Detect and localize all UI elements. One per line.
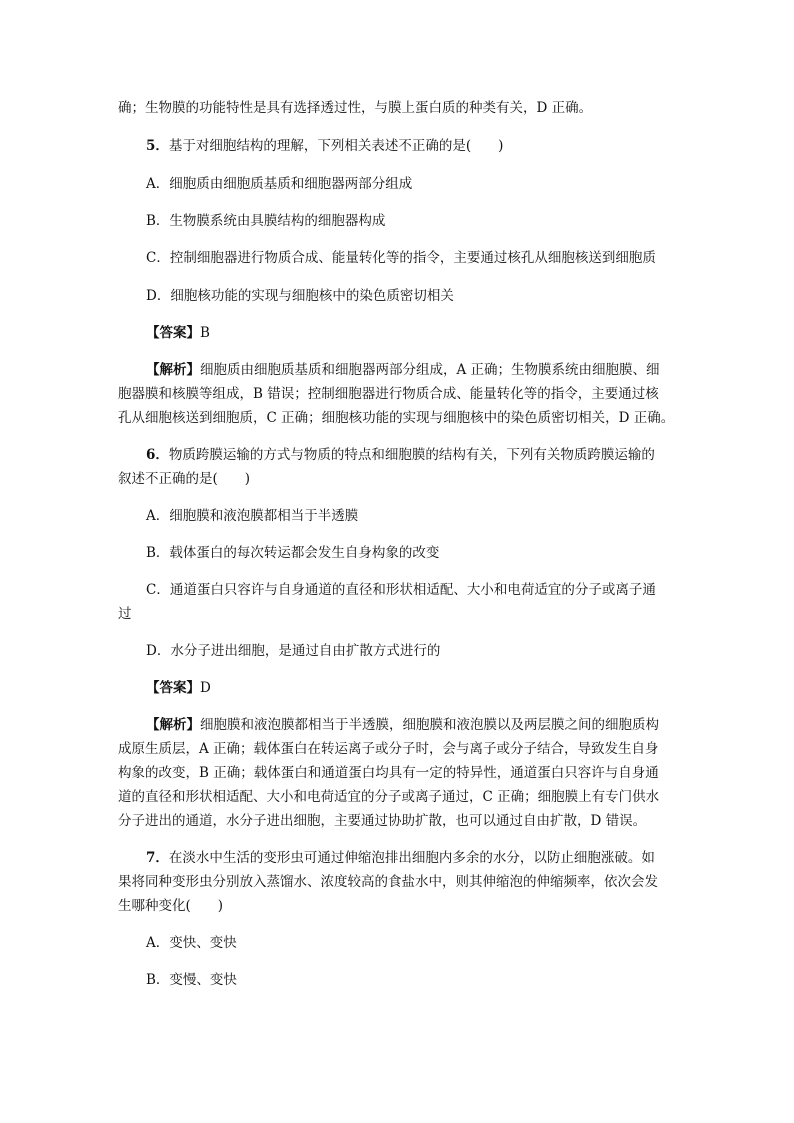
q6-option-a: A．细胞膜和液泡膜都相当于半透膜 <box>146 508 359 524</box>
q5-analysis-line-1 <box>146 360 660 380</box>
q6-option-c: C．通道蛋白只容许与自身通道的直径和形状相适配、大小和电荷适宜的分子或离子通 <box>146 582 656 598</box>
question-7-text-1: 在淡水中生活的变形虫可通过伸缩泡排出细胞内多余的水分，以防止细胞涨破。如 <box>168 850 655 866</box>
q6-analysis-line-5: 分子进出的通道，水分子进出细胞，主要通过协助扩散，也可以通过自由扩散，D 错误。 <box>118 813 647 829</box>
question-6-number: 6． <box>146 447 169 463</box>
q6-option-b: B．载体蛋白的每次转运都会发生自身构象的改变 <box>146 545 440 561</box>
q6-answer-value: D <box>200 680 211 696</box>
q6-option-d: D．水分子进出细胞，是通过自由扩散方式进行的 <box>146 643 441 659</box>
q5-option-a: A．细胞质由细胞质基质和细胞器两部分组成 <box>146 176 413 192</box>
q5-analysis-label: 【解析】 <box>146 362 200 378</box>
q6-option-c-continued: 过 <box>118 606 132 622</box>
q7-option-b: B．变慢、变快 <box>146 972 237 988</box>
question-5-stem <box>146 136 503 156</box>
question-7-stem-line-2: 果将同种变形虫分别放入蒸馏水、浓度较高的食盐水中，则其伸缩泡的伸缩频率，依次会发 <box>118 874 658 890</box>
q5-option-b: B．生物膜系统由具膜结构的细胞器构成 <box>146 213 386 229</box>
question-6-text-1: 物质跨膜运输的方式与物质的特点和细胞膜的结构有关，下列有关物质跨膜运输的 <box>168 447 655 463</box>
q6-answer <box>146 678 211 698</box>
q5-answer <box>146 323 210 343</box>
q6-analysis-line-2: 成原生质层，A 正确；载体蛋白在转运离子或分子时，会与离子或分子结合，导致发生自身 <box>118 741 659 757</box>
q5-analysis-line-3: 孔从细胞核送到细胞质，C 正确；细胞核功能的实现与细胞核中的染色质密切相关，D 正确。 <box>118 410 675 426</box>
question-7-stem-line-3: 生哪种变化( ) <box>118 898 224 914</box>
prev-analysis-tail: 确；生物膜的功能特性是具有选择透过性，与膜上蛋白质的种类有关，D 正确。 <box>118 100 593 116</box>
q5-answer-label: 【答案】 <box>146 325 200 341</box>
question-7-stem-line-1 <box>146 848 655 868</box>
q5-option-d: D．细胞核功能的实现与细胞核中的染色质密切相关 <box>146 288 454 304</box>
question-5-number: 5． <box>146 138 169 154</box>
question-6-stem-line-1 <box>146 445 655 465</box>
q5-option-c: C．控制细胞器进行物质合成、能量转化等的指令，主要通过核孔从细胞核送到细胞质 <box>146 250 656 266</box>
q5-analysis-text-1: 细胞质由细胞质基质和细胞器两部分组成，A 正确；生物膜系统由细胞膜、细 <box>200 362 660 378</box>
question-5-text: 基于对细胞结构的理解，下列相关表述不正确的是( ) <box>168 138 504 154</box>
q6-answer-label: 【答案】 <box>146 680 200 696</box>
question-6-stem-line-2: 叙述不正确的是( ) <box>118 471 251 487</box>
q6-analysis-text-1: 细胞膜和液泡膜都相当于半透膜，细胞膜和液泡膜以及两层膜之间的细胞质构 <box>200 717 659 733</box>
q6-analysis-line-3: 构象的改变，B 正确；载体蛋白和通道蛋白均具有一定的特异性，通道蛋白只容许与自身通 <box>118 765 659 781</box>
q5-analysis-line-2: 胞器膜和核膜等组成，B 错误；控制细胞器进行物质合成、能量转化等的指令，主要通过核 <box>118 386 659 402</box>
question-7-number: 7． <box>146 850 169 866</box>
q6-analysis-line-4: 道的直径和形状相适配、大小和电荷适宜的分子或离子通过，C 正确；细胞膜上有专门供水 <box>118 789 660 805</box>
q6-analysis-line-1 <box>146 715 659 735</box>
q6-analysis-label: 【解析】 <box>146 717 200 733</box>
q5-answer-value: B <box>200 325 210 341</box>
q7-option-a: A．变快、变快 <box>146 935 237 951</box>
